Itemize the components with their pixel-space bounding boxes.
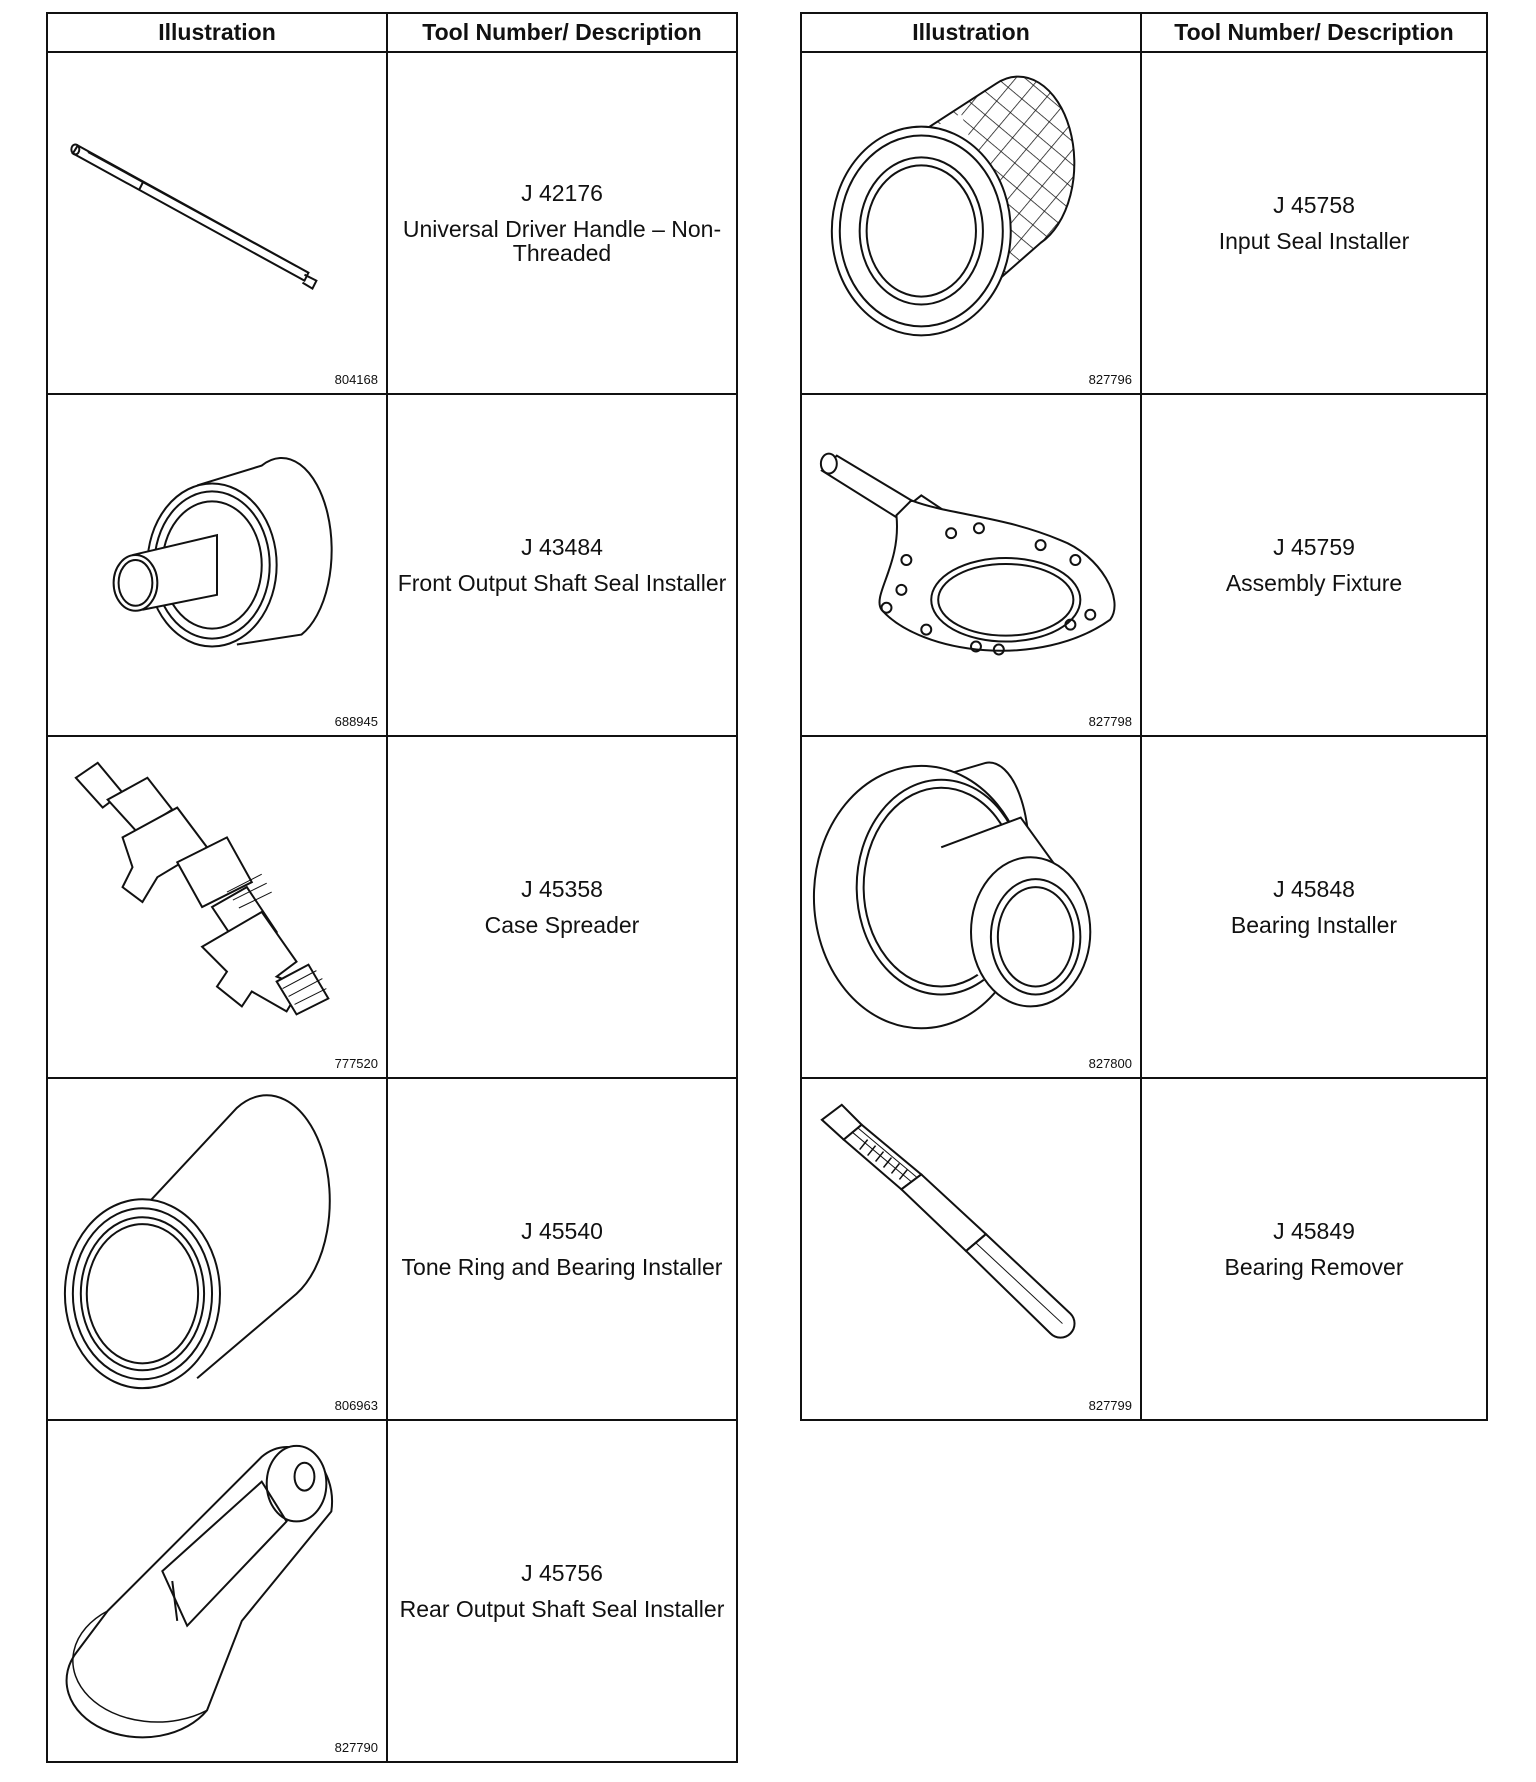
tool-number: J 45756 bbox=[521, 1559, 603, 1586]
driver-handle-icon bbox=[48, 53, 386, 393]
illustration-cell bbox=[801, 52, 1141, 394]
illustration-header: Illustration bbox=[801, 13, 1141, 52]
illustration-cell bbox=[47, 736, 387, 1078]
seal-installer-icon bbox=[48, 395, 386, 735]
tool-name: Assembly Fixture bbox=[1225, 570, 1403, 596]
figure-number: 688945 bbox=[334, 714, 378, 729]
bearing-installer-icon bbox=[48, 1079, 386, 1419]
table-row bbox=[47, 394, 737, 736]
table-row bbox=[47, 52, 737, 394]
tool-table-right bbox=[800, 12, 1488, 1421]
tool-number: J 42176 bbox=[521, 179, 603, 206]
header-row bbox=[801, 13, 1487, 52]
tool-name: Front Output Shaft Seal Installer bbox=[397, 570, 727, 596]
tool-name: Tone Ring and Bearing Installer bbox=[401, 1254, 723, 1280]
assembly-fixture-icon bbox=[802, 395, 1140, 735]
tool-number: J 45358 bbox=[521, 875, 603, 902]
illustration-cell bbox=[801, 736, 1141, 1078]
table-row bbox=[801, 52, 1487, 394]
table-row bbox=[801, 394, 1487, 736]
rear-seal-installer-icon bbox=[48, 1421, 386, 1761]
stepped-bearing-installer-icon bbox=[802, 737, 1140, 1077]
figure-number: 804168 bbox=[334, 372, 378, 387]
tool-number: J 43484 bbox=[521, 533, 603, 560]
figure-number: 827796 bbox=[1088, 372, 1132, 387]
table-row bbox=[47, 736, 737, 1078]
tool-name: Input Seal Installer bbox=[1218, 228, 1410, 254]
illustration-header: Illustration bbox=[47, 13, 387, 52]
tool-name: Bearing Installer bbox=[1230, 912, 1398, 938]
header-row bbox=[47, 13, 737, 52]
bearing-remover-icon bbox=[802, 1079, 1140, 1419]
tool-header: Tool Number/ Description bbox=[387, 13, 737, 52]
tool-description-cell bbox=[387, 1078, 737, 1420]
tool-header: Tool Number/ Description bbox=[1141, 13, 1487, 52]
case-spreader-icon bbox=[48, 737, 386, 1077]
figure-number: 827790 bbox=[334, 1740, 378, 1755]
illustration-cell bbox=[47, 52, 387, 394]
table-row bbox=[801, 1078, 1487, 1420]
input-seal-installer-icon bbox=[802, 53, 1140, 393]
illustration-cell bbox=[47, 394, 387, 736]
tool-name: Case Spreader bbox=[484, 912, 640, 938]
tool-number: J 45849 bbox=[1273, 1217, 1355, 1244]
figure-number: 777520 bbox=[334, 1056, 378, 1071]
illustration-cell bbox=[47, 1078, 387, 1420]
tool-table-left bbox=[46, 12, 738, 1763]
table-row bbox=[47, 1078, 737, 1420]
figure-number: 806963 bbox=[334, 1398, 378, 1413]
tool-description-cell bbox=[387, 52, 737, 394]
tool-number: J 45848 bbox=[1273, 875, 1355, 902]
illustration-cell bbox=[801, 1078, 1141, 1420]
tool-number: J 45759 bbox=[1273, 533, 1355, 560]
tool-name: Bearing Remover bbox=[1224, 1254, 1404, 1280]
tool-number: J 45758 bbox=[1273, 191, 1355, 218]
table-row bbox=[47, 1420, 737, 1762]
tool-description-cell bbox=[387, 736, 737, 1078]
illustration-cell bbox=[47, 1420, 387, 1762]
figure-number: 827799 bbox=[1088, 1398, 1132, 1413]
illustration-cell bbox=[801, 394, 1141, 736]
tool-description-cell bbox=[387, 1420, 737, 1762]
tool-description-cell bbox=[387, 394, 737, 736]
tool-name: Universal Driver Handle – Non-Threaded bbox=[402, 215, 722, 267]
table-row bbox=[801, 736, 1487, 1078]
tool-description-cell bbox=[1141, 1078, 1487, 1420]
tool-number: J 45540 bbox=[521, 1217, 603, 1244]
tool-description-cell bbox=[1141, 736, 1487, 1078]
tool-name: Rear Output Shaft Seal Installer bbox=[399, 1596, 725, 1622]
tool-description-cell bbox=[1141, 394, 1487, 736]
figure-number: 827798 bbox=[1088, 714, 1132, 729]
tool-description-cell bbox=[1141, 52, 1487, 394]
figure-number: 827800 bbox=[1088, 1056, 1132, 1071]
